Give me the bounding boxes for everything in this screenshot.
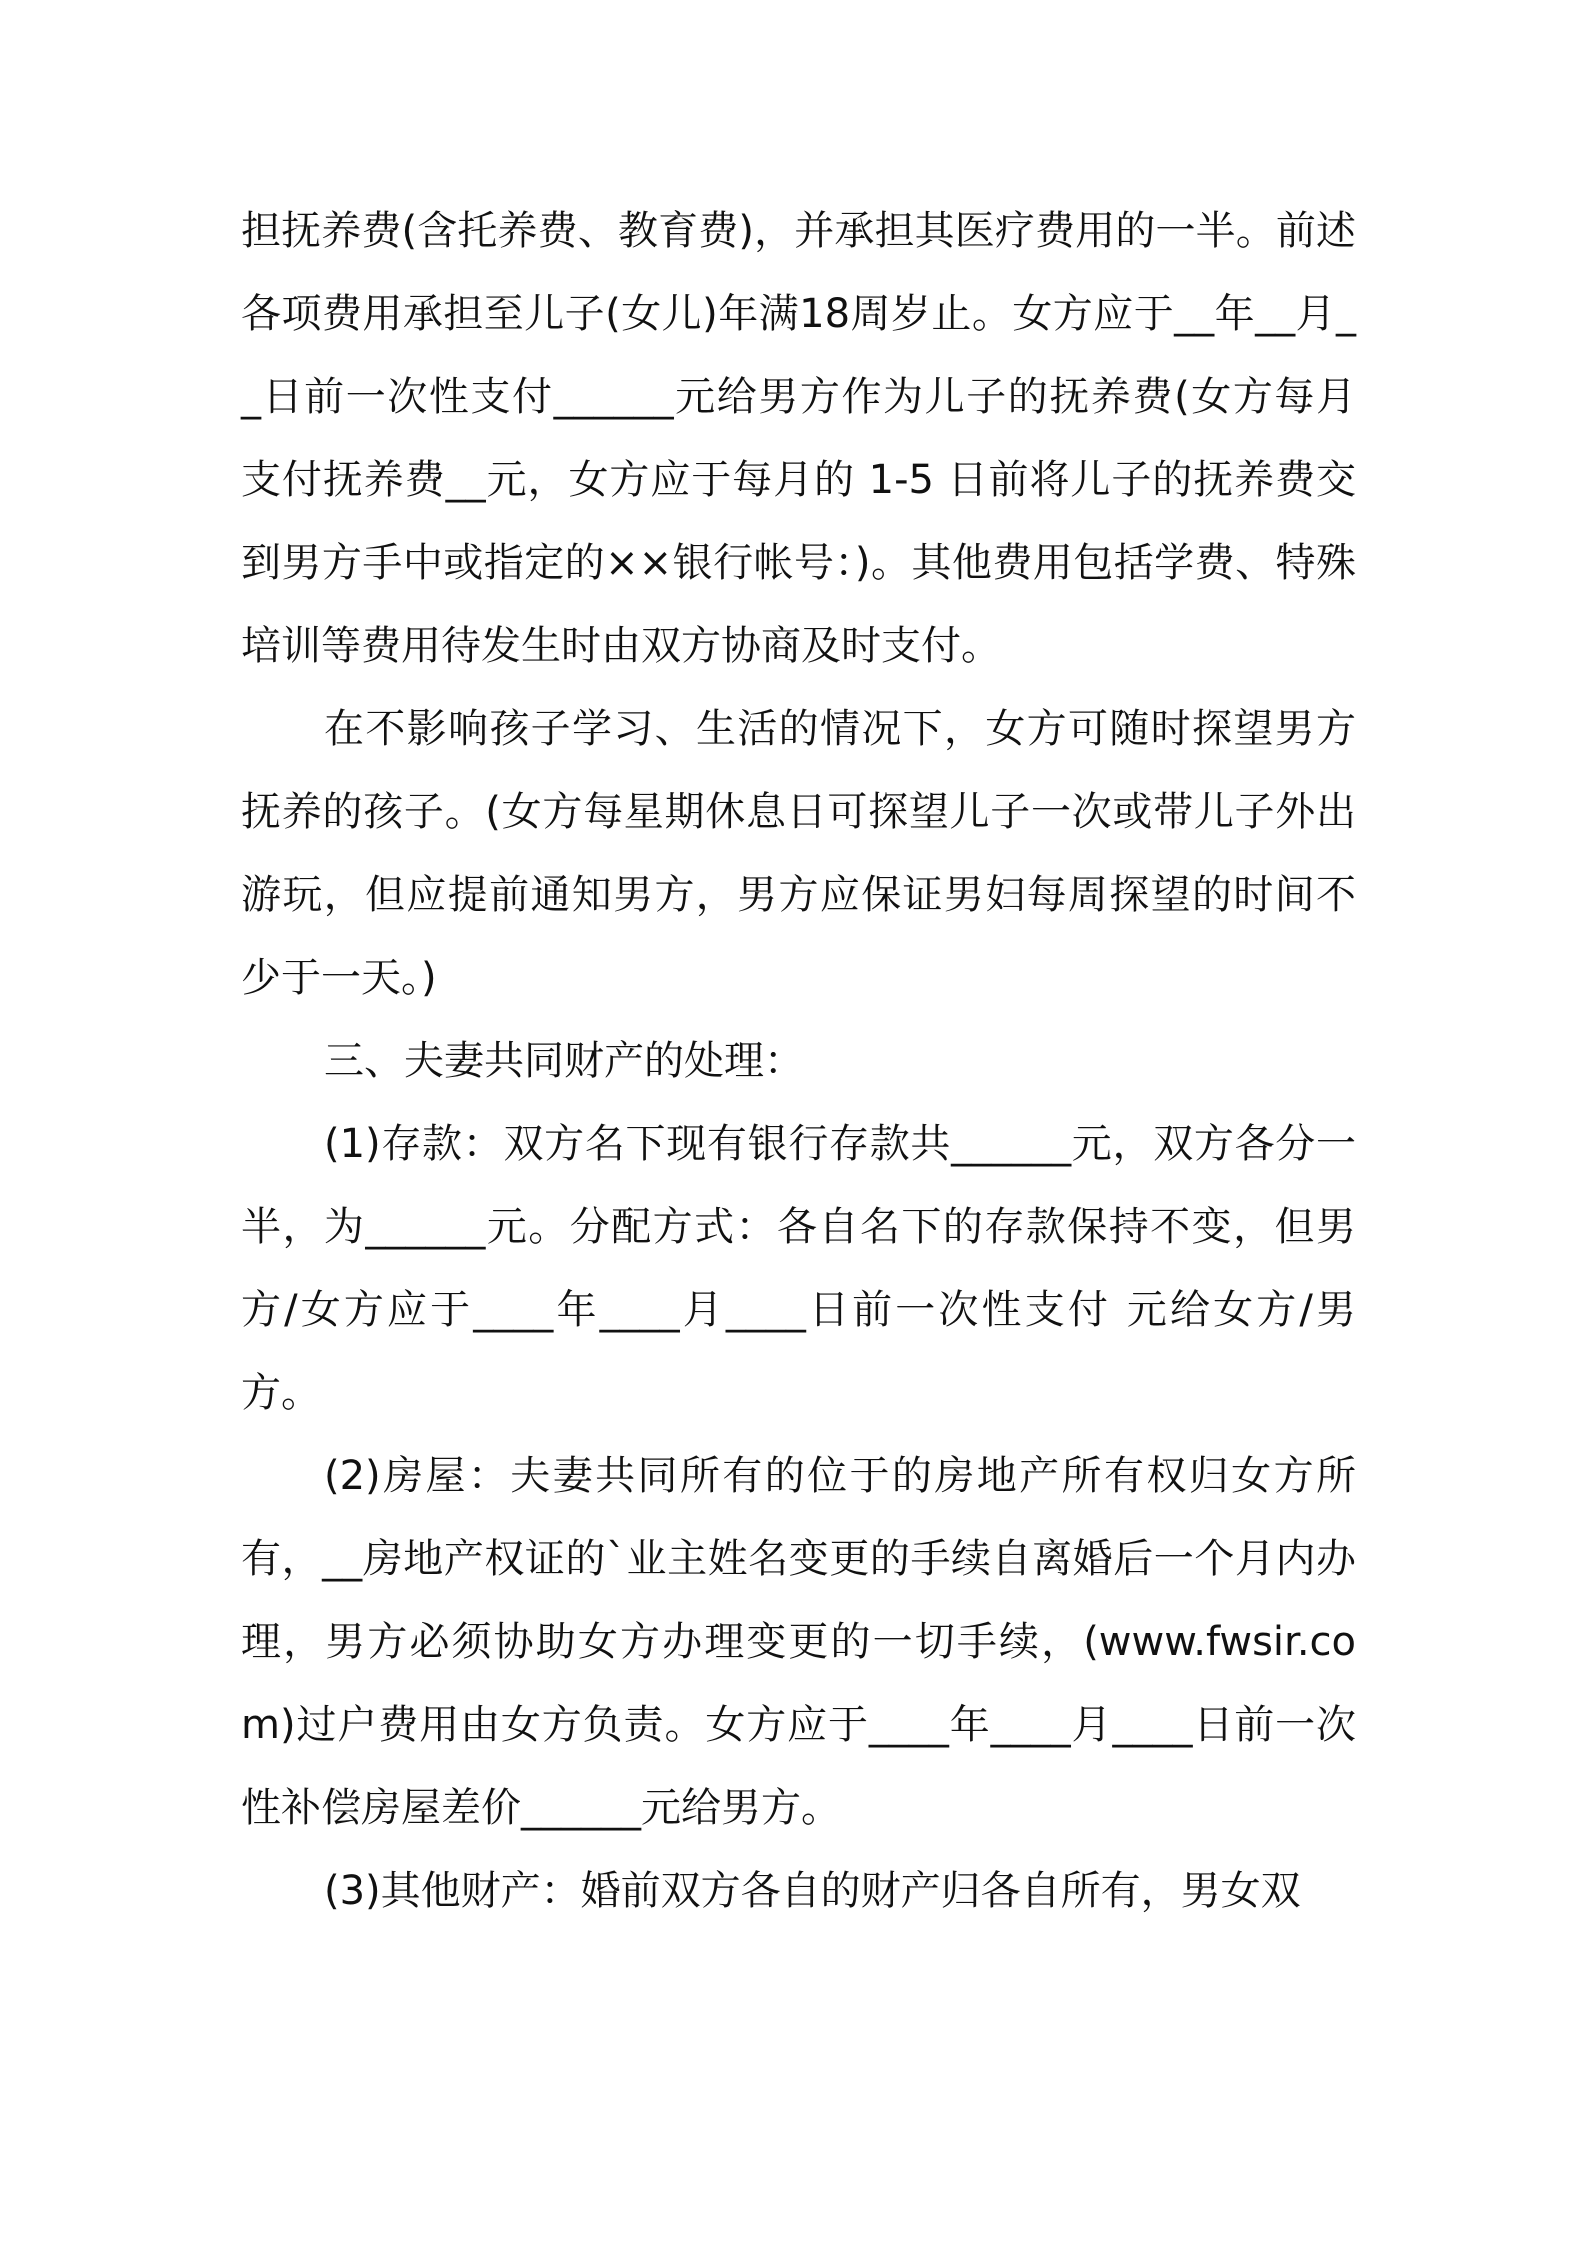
paragraph-child-support: 担抚养费(含托养费、教育费)，并承担其医疗费用的一半。前述各项费用承担至儿子(女儿)年满18周岁止。女方应于__年__月__日前一次性支付______元给男方作为儿子的抚养费(女方每月支付抚养费__元，女方应于每月的 1-5 日前将儿子的抚养费交到男方手中或指定的××银行帐号：)。其他费用包括学费、特殊培训等费用待发生时由双方协商及时支付。	[241, 208, 1356, 669]
paragraph-visitation: 在不影响孩子学习、生活的情况下，女方可随时探望男方抚养的孩子。(女方每星期休息日可探望儿子一次或带儿子外出游玩，但应提前通知男方，男方应保证男妇每周探望的时间不少于一天。)	[241, 706, 1356, 1001]
document-body	[241, 190, 1356, 1933]
paragraph-house: (2)房屋：夫妻共同所有的位于的房地产所有权归女方所有，__房地产权证的`业主姓名变更的手续自离婚后一个月内办理，男方必须协助女方办理变更的一切手续，(www.fwsir.com)过户费用由女方负责。女方应于____年____月____日前一次性补偿房屋差价______元给男方。	[241, 1453, 1356, 1831]
paragraph-other-property: (3)其他财产：婚前双方各自的财产归各自所有，男女双	[324, 1868, 1301, 1914]
section-heading-property: 三、夫妻共同财产的处理：	[324, 1038, 804, 1084]
paragraph-deposits: (1)存款：双方名下现有银行存款共______元，双方各分一半，为______元。分配方式：各自名下的存款保持不变，但男方/女方应于____年____月____日前一次性支付 元给女方/男方。	[241, 1121, 1356, 1416]
